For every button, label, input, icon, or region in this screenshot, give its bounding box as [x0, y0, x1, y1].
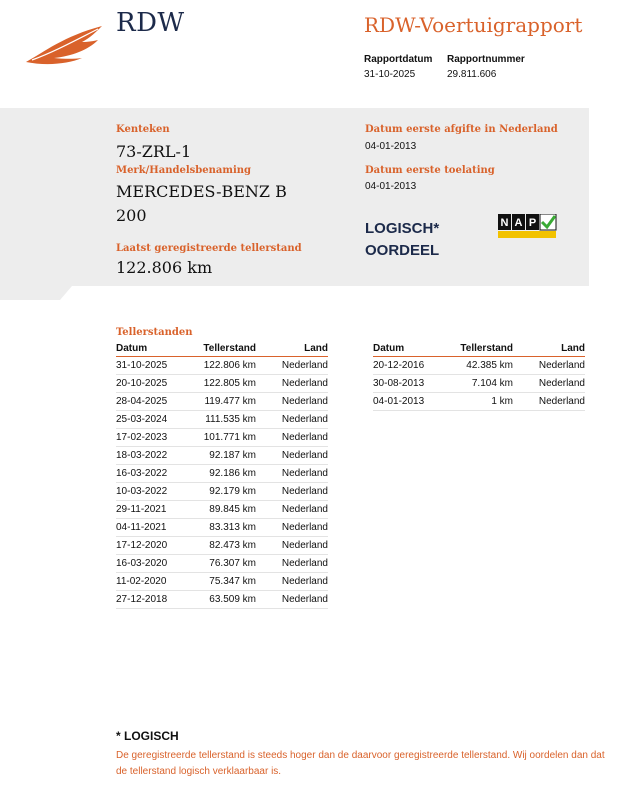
cell-date: 29-11-2021	[116, 501, 192, 519]
cell-date: 31-10-2025	[116, 357, 192, 375]
footnote-title: * LOGISCH	[116, 729, 179, 743]
header-country: Land	[513, 343, 585, 357]
cell-country: Nederland	[513, 357, 585, 375]
cell-reading: 101.771 km	[192, 429, 256, 447]
table-row	[116, 447, 328, 465]
cell-reading: 122.806 km	[192, 357, 256, 375]
table-row	[116, 591, 328, 609]
table-row	[116, 501, 328, 519]
table-row	[116, 393, 328, 411]
verdict-line-2: OORDEEL	[365, 242, 440, 259]
cell-country: Nederland	[256, 501, 328, 519]
nap-letter-a: A	[514, 217, 523, 229]
nap-letter-p: P	[528, 217, 537, 229]
table-row	[116, 357, 328, 375]
cell-date: 27-12-2018	[116, 591, 192, 609]
table-row	[116, 537, 328, 555]
header-reading: Tellerstand	[449, 343, 513, 357]
cell-country: Nederland	[256, 573, 328, 591]
report-title: RDW-Voertuigrapport	[364, 13, 583, 37]
cell-date: 04-01-2013	[373, 393, 449, 411]
cell-country: Nederland	[513, 393, 585, 411]
cell-date: 17-02-2023	[116, 429, 192, 447]
cell-country: Nederland	[256, 483, 328, 501]
brand-name: RDW	[116, 8, 185, 38]
cell-country: Nederland	[513, 375, 585, 393]
table-row	[373, 375, 585, 393]
report-date-label: Rapportdatum	[364, 54, 433, 65]
table-row	[116, 573, 328, 591]
cell-date: 18-03-2022	[116, 447, 192, 465]
header-reading: Tellerstand	[192, 343, 256, 357]
make-line-2: 200	[116, 206, 147, 225]
cell-country: Nederland	[256, 465, 328, 483]
cell-date: 20-10-2025	[116, 375, 192, 393]
license-plate: 73-ZRL-1	[116, 142, 192, 161]
panel-background	[0, 108, 589, 300]
cell-reading: 83.313 km	[192, 519, 256, 537]
table-header	[373, 343, 585, 357]
table-row	[116, 411, 328, 429]
cell-reading: 122.805 km	[192, 375, 256, 393]
cell-reading: 42.385 km	[449, 357, 513, 375]
table-row	[116, 483, 328, 501]
table-row	[373, 393, 585, 411]
cell-reading: 92.187 km	[192, 447, 256, 465]
cell-country: Nederland	[256, 429, 328, 447]
nap-check-icon	[498, 214, 558, 238]
cell-reading: 89.845 km	[192, 501, 256, 519]
first-admission-date: 04-01-2013	[365, 181, 417, 192]
report-number: 29.811.606	[447, 69, 497, 80]
cell-country: Nederland	[256, 375, 328, 393]
readings-table-left	[116, 343, 328, 609]
report-number-label: Rapportnummer	[447, 54, 525, 65]
cell-date: 28-04-2025	[116, 393, 192, 411]
cell-reading: 82.473 km	[192, 537, 256, 555]
cell-date: 11-02-2020	[116, 573, 192, 591]
report-date: 31-10-2025	[364, 69, 416, 80]
first-issue-date: 04-01-2013	[365, 141, 417, 152]
cell-reading: 111.535 km	[192, 411, 256, 429]
header-date: Datum	[373, 343, 449, 357]
cell-date: 16-03-2022	[116, 465, 192, 483]
plate-label: Kenteken	[116, 124, 170, 135]
first-issue-label: Datum eerste afgifte in Nederland	[365, 124, 558, 135]
nap-letter-n: N	[500, 217, 509, 229]
cell-country: Nederland	[256, 555, 328, 573]
rdw-logo-icon	[24, 22, 104, 66]
table-row	[373, 357, 585, 375]
odometer-label: Laatst geregistreerde tellerstand	[116, 243, 302, 254]
cell-date: 10-03-2022	[116, 483, 192, 501]
readings-table-right	[373, 343, 585, 411]
make-label: Merk/Handelsbenaming	[116, 165, 252, 176]
cell-country: Nederland	[256, 393, 328, 411]
cell-country: Nederland	[256, 411, 328, 429]
header-country: Land	[256, 343, 328, 357]
cell-country: Nederland	[256, 537, 328, 555]
vehicle-info-panel	[0, 108, 589, 300]
cell-date: 30-08-2013	[373, 375, 449, 393]
make-line-1: MERCEDES-BENZ B	[116, 182, 287, 201]
verdict	[365, 218, 439, 262]
cell-country: Nederland	[256, 357, 328, 375]
cell-date: 25-03-2024	[116, 411, 192, 429]
readings-title: Tellerstanden	[116, 327, 193, 338]
cell-reading: 92.186 km	[192, 465, 256, 483]
header-date: Datum	[116, 343, 192, 357]
cell-date: 16-03-2020	[116, 555, 192, 573]
table-row	[116, 375, 328, 393]
footnote-text: De geregistreerde tellerstand is steeds hoger dan de daarvoor geregistreerde tellerstand. Wij oordelen dan dat de tellerstand logisch verklaarbaar is.	[116, 750, 605, 777]
verdict-line-1: LOGISCH*	[365, 220, 440, 237]
table-header	[116, 343, 328, 357]
cell-country: Nederland	[256, 447, 328, 465]
table-row	[116, 465, 328, 483]
cell-date: 04-11-2021	[116, 519, 192, 537]
cell-date: 20-12-2016	[373, 357, 449, 375]
cell-reading: 1 km	[449, 393, 513, 411]
table-row	[116, 519, 328, 537]
table-row	[116, 429, 328, 447]
cell-date: 17-12-2020	[116, 537, 192, 555]
cell-country: Nederland	[256, 519, 328, 537]
cell-reading: 63.509 km	[192, 591, 256, 609]
cell-reading: 7.104 km	[449, 375, 513, 393]
table-row	[116, 555, 328, 573]
cell-reading: 76.307 km	[192, 555, 256, 573]
odometer-value: 122.806 km	[116, 258, 213, 277]
cell-country: Nederland	[256, 591, 328, 609]
cell-reading: 92.179 km	[192, 483, 256, 501]
first-admission-label: Datum eerste toelating	[365, 165, 495, 176]
cell-reading: 119.477 km	[192, 393, 256, 411]
cell-reading: 75.347 km	[192, 573, 256, 591]
